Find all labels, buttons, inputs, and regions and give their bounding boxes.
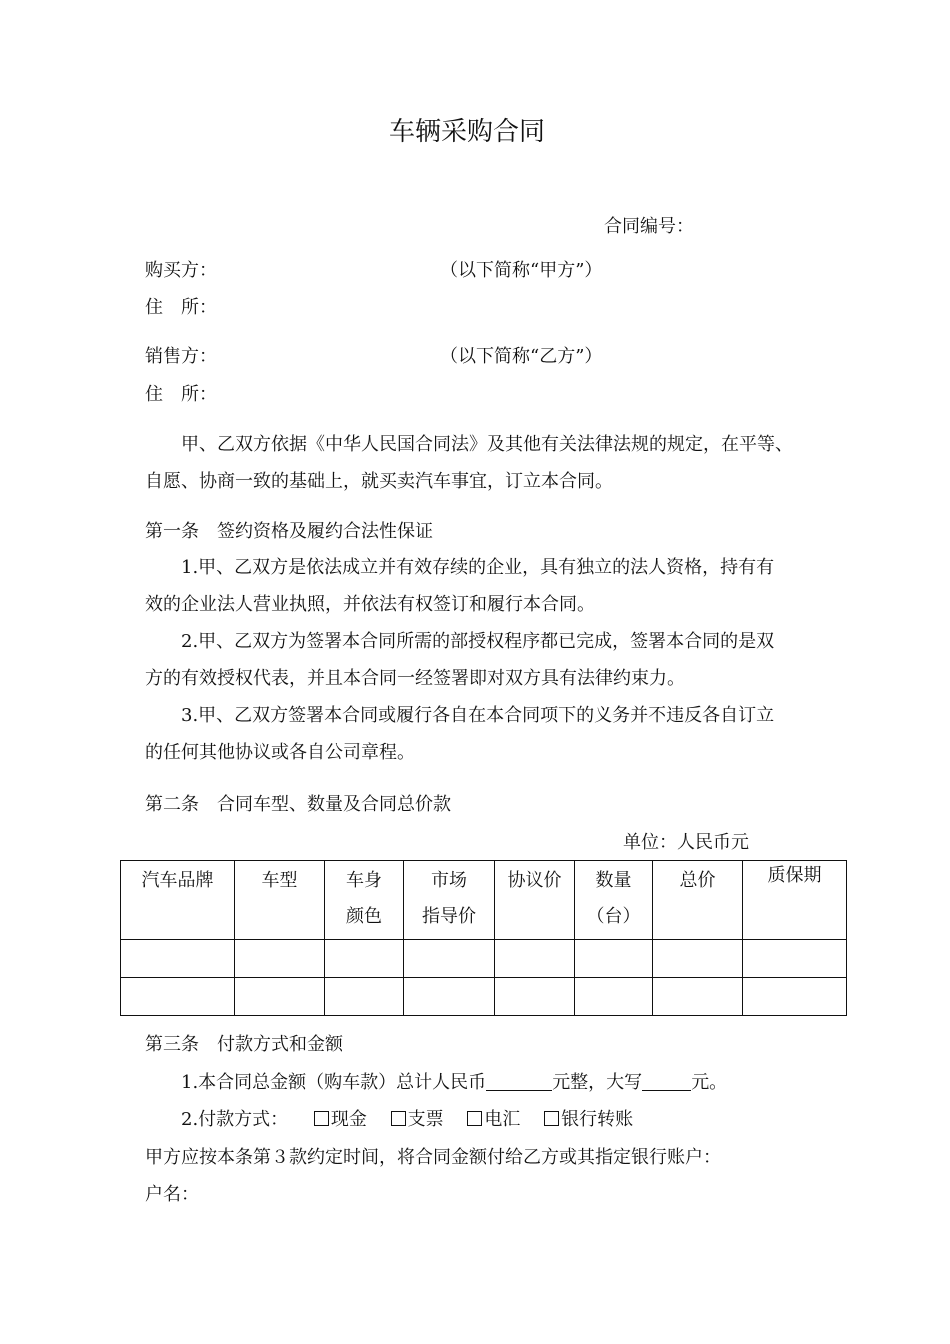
seller-label: 销售方： [145, 346, 217, 367]
article1-item2-line: 2.甲、乙双方为签署本合同所需的部授权程序都已完成，签署本合同的是双 [181, 631, 775, 652]
table-cell[interactable] [743, 978, 847, 1016]
table-cell[interactable] [575, 978, 653, 1016]
currency-unit: 单位：人民币元 [623, 832, 749, 853]
account-name-label: 户名： [145, 1184, 199, 1205]
buyer-label: 购买方： [145, 260, 217, 281]
checkbox-icon[interactable] [391, 1111, 406, 1126]
contract-number-label: 合同编号： [604, 216, 694, 237]
article1-heading: 第一条 签约资格及履约合法性保证 [145, 521, 433, 542]
article3-item1 [181, 1072, 727, 1094]
amount-figures-blank[interactable] [486, 1072, 552, 1091]
article3-heading: 第三条 付款方式和金额 [145, 1034, 343, 1055]
header-cell: 汽车品牌 [121, 861, 235, 940]
article1-items [145, 549, 810, 771]
preamble-line: 自愿、协商一致的基础上，就买卖汽车事宜，订立本合同。 [145, 471, 613, 492]
article1-item1-line: 效的企业法人营业执照，并依法有权签订和履行本合同。 [145, 594, 595, 615]
table-cell[interactable] [653, 940, 743, 978]
payment-option-check[interactable]: 支票 [391, 1109, 444, 1131]
article1-item1-line: 1.甲、乙双方是依法成立并有效存续的企业，具有独立的法人资格，持有有 [181, 557, 775, 578]
checkbox-icon[interactable] [314, 1111, 329, 1126]
payment-method-label: 2.付款方式： [181, 1109, 289, 1130]
table-header-row [121, 861, 847, 940]
header-cell: 协议价 [495, 861, 575, 940]
table-cell[interactable] [495, 978, 575, 1016]
table-cell[interactable] [235, 978, 325, 1016]
vehicle-price-table [120, 860, 847, 1016]
table-cell[interactable] [325, 940, 404, 978]
buyer-address-label: 住 所： [145, 297, 217, 318]
total-amount-mid: 元整，大写 [552, 1072, 643, 1093]
header-cell: 车型 [235, 861, 325, 940]
table-row [121, 940, 847, 978]
article1-item3-line: 的任何其他协议或各自公司章程。 [145, 742, 415, 763]
header-cell: 总价 [653, 861, 743, 940]
amount-words-blank[interactable] [642, 1072, 691, 1091]
seller-alias: （以下简称“乙方”） [440, 346, 603, 367]
header-cell: 市场 指导价 [404, 861, 495, 940]
total-amount-suffix: 元。 [691, 1072, 728, 1093]
table-cell[interactable] [653, 978, 743, 1016]
preamble-line: 甲、乙双方依据《中华人民国合同法》及其他有关法律法规的规定，在平等、 [181, 434, 793, 455]
payment-instruction: 甲方应按本条第３款约定时间，将合同金额付给乙方或其指定银行账户： [145, 1147, 721, 1168]
seller-address-label: 住 所： [145, 384, 217, 405]
table-cell[interactable] [404, 940, 495, 978]
table-cell[interactable] [743, 940, 847, 978]
table-cell[interactable] [495, 940, 575, 978]
table-cell[interactable] [121, 978, 235, 1016]
payment-option-wire[interactable]: 电汇 [467, 1109, 520, 1131]
checkbox-icon[interactable] [467, 1111, 482, 1126]
page-title: 车辆采购合同 [389, 117, 546, 147]
table-cell[interactable] [575, 940, 653, 978]
table-cell[interactable] [325, 978, 404, 1016]
buyer-alias: （以下简称“甲方”） [440, 260, 603, 281]
article3-item2 [181, 1109, 633, 1131]
payment-option-cash[interactable]: 现金 [314, 1109, 367, 1131]
total-amount-prefix: 1.本合同总金额（购车款）总计人民币 [181, 1072, 487, 1093]
article1-item3-line: 3.甲、乙双方签署本合同或履行各自在本合同项下的义务并不违反各自订立 [181, 705, 775, 726]
table-row [121, 978, 847, 1016]
header-cell: 车身 颜色 [325, 861, 404, 940]
table-cell[interactable] [235, 940, 325, 978]
article2-heading: 第二条 合同车型、数量及合同总价款 [145, 794, 451, 815]
header-cell: 质保期 [743, 861, 847, 940]
article1-item2-line: 方的有效授权代表，并且本合同一经签署即对双方具有法律约束力。 [145, 668, 685, 689]
header-cell: 数量 （台） [575, 861, 653, 940]
table-cell[interactable] [404, 978, 495, 1016]
table-cell[interactable] [121, 940, 235, 978]
payment-option-bank-transfer[interactable]: 银行转账 [544, 1109, 633, 1131]
preamble [145, 426, 810, 500]
checkbox-icon[interactable] [544, 1111, 559, 1126]
